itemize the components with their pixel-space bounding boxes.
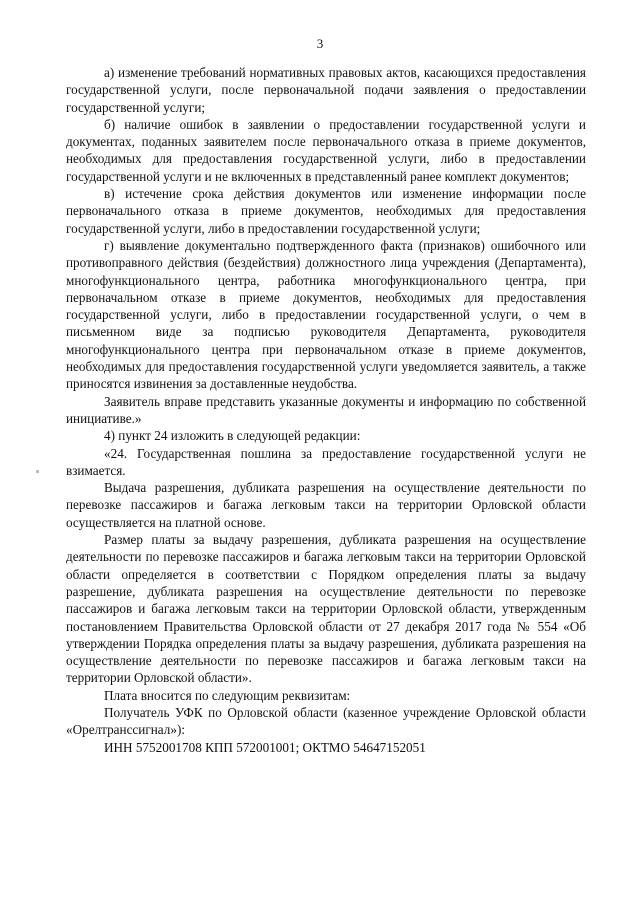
paragraph-recipient: Получатель УФК по Орловской области (казенное учреждение Орловской области «Орелтранссигнал»): bbox=[66, 704, 586, 738]
paragraph-amendment-4: 4) пункт 24 изложить в следующей редакции: bbox=[104, 428, 361, 444]
paragraph-fee-amount: Размер платы за выдачу разрешения, дубликата разрешения на осуществление деятельности по перевозке пассажиров и багажа легковым такси на территории Орловской области определяется в соответствии с Порядком определения платы за выдачу разрешение, дубликата разрешения на осуществление деятельности по перевозке пассажиров и багажа легковым такси на территории Орловской области, утвержденным постановлением Правительства Орловской области от 27 декабря 2017 года № 554 «Об утверждении Порядка определения платы за выдачу разрешения, дубликата разрешения на осуществление деятельности по перевозке пассажиров и багажа легковым такси на территории Орловской области». bbox=[66, 532, 586, 686]
paragraph-clause-24: «24. Государственная пошлина за предоставление государственной услуги не взимается. bbox=[66, 445, 586, 478]
paragraph-item-v: в) истечение срока действия документов или изменение информации после первоначального отказа в приеме документов, необходимых для предоставления государственной услуги, либо в предоставлении государственной услуги; bbox=[66, 186, 586, 236]
document-body bbox=[66, 64, 586, 756]
paragraph-applicant-right: Заявитель вправе представить указанные документы и информацию по собственной инициативе.» bbox=[66, 393, 586, 426]
paragraph-paid-basis: Выдача разрешения, дубликата разрешения на осуществление деятельности по перевозке пассажиров и багажа легковым такси на территории Орловской области осуществляется на платной основе. bbox=[66, 480, 586, 530]
paragraph-item-a: а) изменение требований нормативных правовых актов, касающихся предоставления государственной услуги, после первоначальной подачи заявления о предоставлении государственной услуги; bbox=[66, 65, 586, 115]
paragraph-payment-details-intro: Плата вносится по следующим реквизитам: bbox=[104, 687, 351, 703]
scan-speck bbox=[36, 470, 39, 473]
page-number: 3 bbox=[316, 36, 324, 51]
paragraph-inn-kpp-oktmo: ИНН 5752001708 КПП 572001001; ОКТМО 54647152051 bbox=[104, 739, 426, 755]
paragraph-item-b: б) наличие ошибок в заявлении о предоставлении государственной услуги и документах, поданных заявителем после первоначального отказа в приеме документов, необходимых для предоставления государственной услуги, либо в предоставлении государственной услуги и не включенных в представленный ранее комплект документов; bbox=[66, 116, 586, 184]
paragraph-item-g: г) выявление документально подтвержденного факта (признаков) ошибочного или противоправного действия (бездействия) должностного лица учреждения (Департамента), многофункционального центра, работника многофункционального центра, при первоначальном отказе в приеме документов, необходимых для предоставления государственной услуги, либо в предоставлении государственной услуги, о чем в письменном виде за подписью руководителя Департамента, руководителя многофункционального центра при первоначальном отказе в приеме документов, необходимых для предоставления государственной услуги уведомляется заявитель, а также приносятся извинения за доставленные неудобства. bbox=[66, 237, 586, 392]
